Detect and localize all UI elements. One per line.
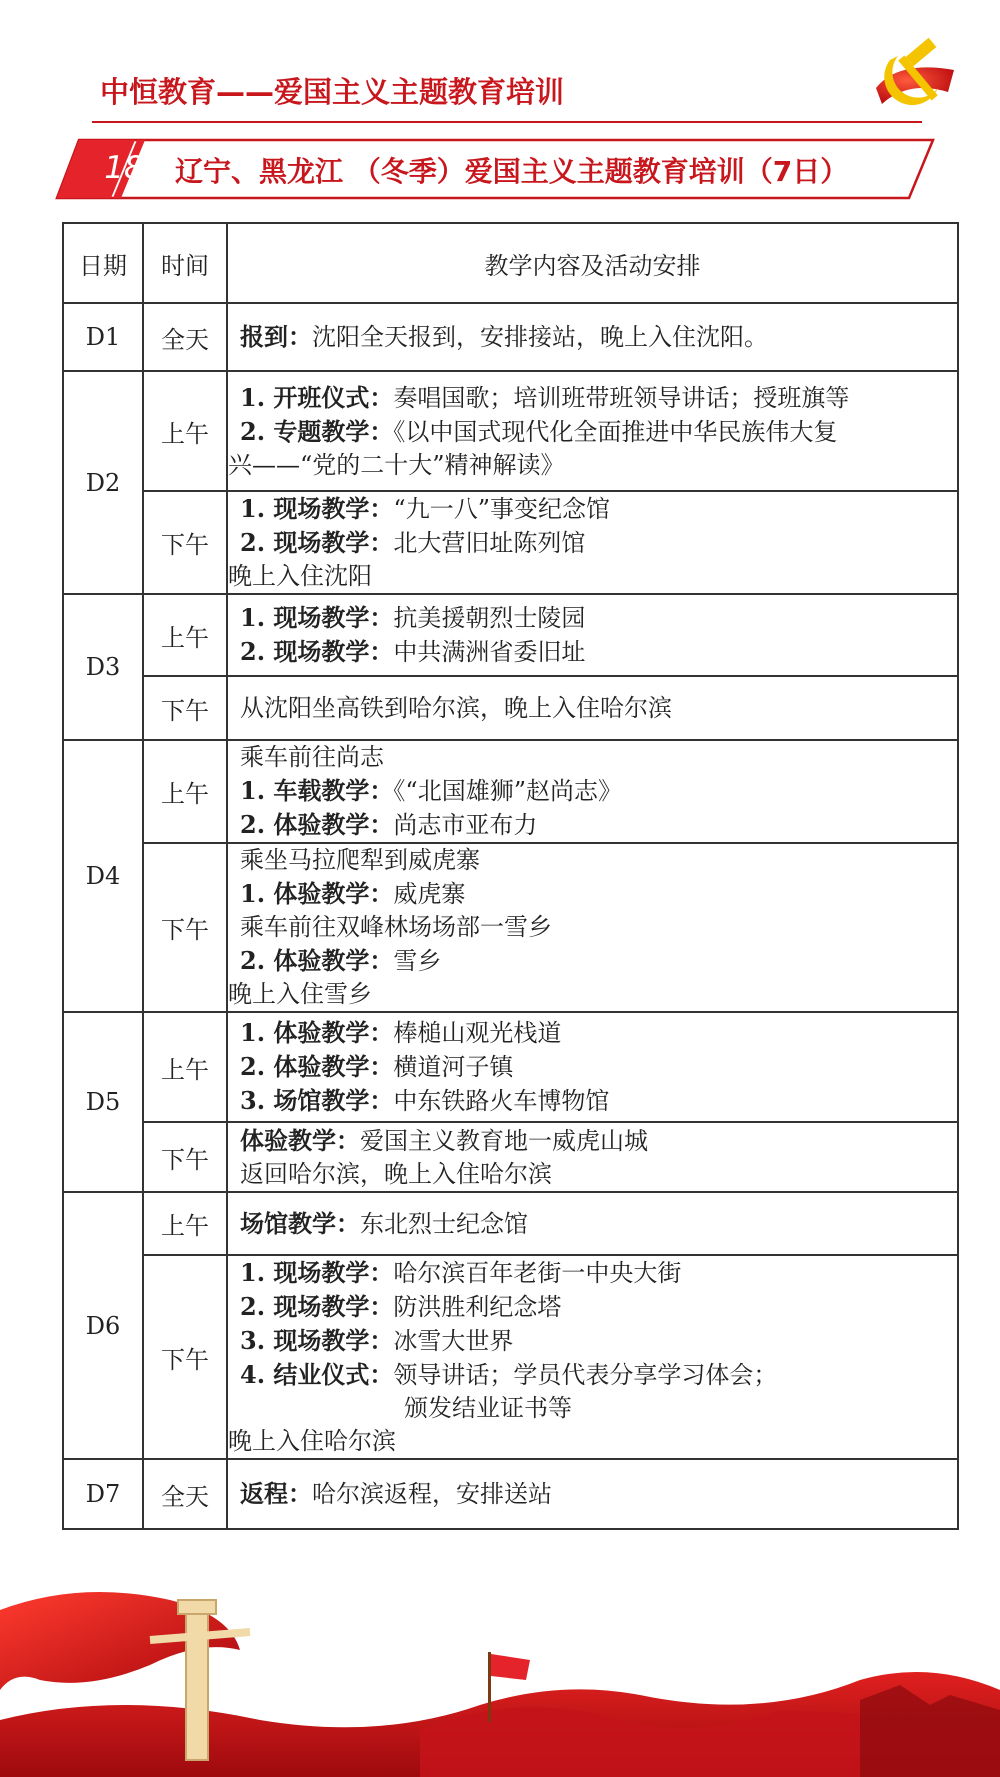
item-text: “九一八”事变纪念馆: [393, 495, 610, 523]
item-text: 东北烈士纪念馆: [360, 1209, 528, 1238]
item-text: 中共满洲省委旧址: [393, 638, 586, 666]
footer-decoration: [0, 1570, 1000, 1777]
table-row: [63, 843, 958, 1012]
content-line: [228, 381, 957, 415]
content-line: [228, 1016, 957, 1050]
day-cell: D2: [63, 371, 143, 594]
table-header-row: [63, 223, 958, 303]
item-text: 雪乡: [393, 947, 442, 975]
content-line: [228, 560, 957, 593]
section-title: 辽宁、黑龙江 （冬季）爱国主义主题教育培训（7日）: [175, 155, 849, 188]
item-label: 1. 现场教学：: [240, 494, 394, 523]
item-label: 3. 场馆教学：: [240, 1086, 394, 1115]
day-cell: D4: [63, 740, 143, 1012]
item-text: 棒槌山观光栈道: [393, 1019, 562, 1047]
item-text: 领导讲话；学员代表分享学习体会；: [393, 1361, 778, 1389]
item-label: 2. 体验教学：: [240, 810, 394, 839]
day-cell: D5: [63, 1012, 143, 1192]
time-cell: 上午: [143, 594, 227, 676]
item-text: 晚上入住哈尔滨: [228, 1427, 396, 1455]
time-cell: 下午: [143, 491, 227, 594]
item-text: 尚志市亚布力: [393, 811, 538, 839]
item-label: 1. 体验教学：: [240, 1018, 394, 1047]
content-line: [228, 526, 957, 560]
header-time: 时间: [143, 223, 227, 303]
schedule-table: [62, 222, 959, 1530]
time-cell: 上午: [143, 371, 227, 491]
content-line: [228, 1425, 957, 1458]
time-cell: 下午: [143, 1122, 227, 1192]
item-label: 场馆教学：: [240, 1208, 360, 1238]
item-label: 4. 结业仪式：: [240, 1360, 394, 1389]
item-label: 1. 车载教学：: [240, 776, 394, 805]
item-label: 2. 体验教学：: [240, 1052, 394, 1081]
header-divider: [92, 121, 922, 123]
content-line: [228, 635, 957, 669]
item-text: 颁发结业证书等: [404, 1394, 572, 1422]
content-line: [228, 1207, 957, 1241]
content-line: [228, 774, 957, 808]
section-banner: [55, 138, 935, 200]
content-line: [228, 692, 957, 725]
time-cell: 下午: [143, 676, 227, 740]
day-cell: D3: [63, 594, 143, 740]
time-cell: 全天: [143, 1459, 227, 1529]
item-text: 返回哈尔滨，晚上入住哈尔滨: [240, 1159, 552, 1188]
content-cell: [227, 1192, 958, 1255]
table-row: [63, 303, 958, 371]
table-row: [63, 1012, 958, 1122]
content-line: [228, 1158, 957, 1191]
content-line: [228, 320, 957, 354]
item-label: 1. 现场教学：: [240, 603, 394, 632]
item-text: 《“北国雄狮”赵尚志》: [393, 777, 622, 805]
time-cell: 全天: [143, 303, 227, 371]
time-cell: 下午: [143, 1255, 227, 1459]
item-label: 报到：: [240, 322, 312, 351]
day-cell: D1: [63, 303, 143, 371]
item-text: 奏唱国歌；培训班带班领导讲话；授班旗等: [393, 383, 850, 412]
content-cell: [227, 371, 958, 491]
item-text: 哈尔滨百年老街一中央大街: [393, 1259, 682, 1287]
content-line: [228, 877, 957, 911]
table-row: [63, 1122, 958, 1192]
content-line: [228, 449, 957, 482]
content-line: [228, 601, 957, 635]
item-text: 抗美援朝烈士陵园: [393, 604, 586, 632]
item-text: 威虎寨: [393, 880, 466, 908]
item-label: 体验教学：: [240, 1125, 360, 1155]
item-label: 1. 开班仪式：: [240, 382, 394, 412]
table-row: [63, 1459, 958, 1529]
item-text: 横道河子镇: [393, 1053, 514, 1081]
item-text: 中东铁路火车博物馆: [393, 1087, 610, 1115]
item-text: 乘坐马拉爬犁到威虎寨: [240, 846, 480, 874]
content-line: [228, 1084, 957, 1118]
content-line: [228, 1358, 957, 1392]
content-line: [228, 978, 957, 1011]
time-cell: 上午: [143, 1012, 227, 1122]
item-label: 1. 体验教学：: [240, 879, 394, 908]
content-line: [228, 1477, 957, 1511]
content-line: [228, 911, 957, 944]
content-line: [228, 741, 957, 774]
item-label: 2. 专题教学：: [240, 416, 394, 446]
item-text: 爱国主义教育地一威虎山城: [360, 1126, 648, 1155]
item-text: 北大营旧址陈列馆: [393, 529, 586, 557]
content-line: [228, 1124, 957, 1158]
content-cell: [227, 303, 958, 371]
time-cell: 上午: [143, 740, 227, 843]
item-text: 哈尔滨返程，安排送站: [312, 1480, 552, 1508]
table-row: [63, 676, 958, 740]
hammer-sickle-icon: [868, 30, 960, 122]
content-line: [228, 1324, 957, 1358]
content-line: [228, 1050, 957, 1084]
content-cell: [227, 491, 958, 594]
item-label: 返程：: [240, 1479, 312, 1508]
item-text: 冰雪大世界: [393, 1327, 514, 1355]
item-text: 乘车前往尚志: [240, 743, 384, 771]
content-cell: [227, 1255, 958, 1459]
item-label: 2. 现场教学：: [240, 637, 394, 666]
item-label: 2. 现场教学：: [240, 1292, 394, 1321]
brand-title: 中恒教育——爱国主义主题教育培训: [100, 75, 565, 109]
content-cell: [227, 1012, 958, 1122]
item-text: 防洪胜利纪念塔: [393, 1293, 562, 1321]
table-row: [63, 491, 958, 594]
item-text: 乘车前往双峰林场场部一雪乡: [240, 913, 552, 941]
content-line: [228, 415, 957, 449]
header-date: 日期: [63, 223, 143, 303]
content-cell: [227, 676, 958, 740]
table-row: [63, 1192, 958, 1255]
item-label: 2. 体验教学：: [240, 946, 394, 975]
item-text: 晚上入住沈阳: [228, 562, 372, 590]
content-line: [228, 1392, 957, 1425]
content-line: [228, 492, 957, 526]
header-content: 教学内容及活动安排: [227, 223, 958, 303]
time-cell: 上午: [143, 1192, 227, 1255]
content-cell: [227, 740, 958, 843]
item-text: 《以中国式现代化全面推进中华民族伟大复: [393, 417, 838, 446]
item-text: 从沈阳坐高铁到哈尔滨，晚上入住哈尔滨: [240, 693, 672, 722]
table-row: [63, 594, 958, 676]
content-line: [228, 1290, 957, 1324]
table-row: [63, 740, 958, 843]
content-line: [228, 1256, 957, 1290]
day-cell: D7: [63, 1459, 143, 1529]
item-text: 兴——“党的二十大”精神解读》: [228, 450, 565, 479]
table-row: [63, 1255, 958, 1459]
content-cell: [227, 1122, 958, 1192]
time-cell: 下午: [143, 843, 227, 1012]
item-label: 3. 现场教学：: [240, 1326, 394, 1355]
item-label: 1. 现场教学：: [240, 1258, 394, 1287]
item-text: 晚上入住雪乡: [228, 980, 372, 1008]
item-label: 2. 现场教学：: [240, 528, 394, 557]
item-text: 沈阳全天报到，安排接站，晚上入住沈阳。: [312, 323, 768, 351]
content-line: [228, 944, 957, 978]
content-cell: [227, 1459, 958, 1529]
table-row: [63, 371, 958, 491]
content-cell: [227, 594, 958, 676]
section-number: 18: [104, 150, 144, 186]
content-line: [228, 844, 957, 877]
day-cell: D6: [63, 1192, 143, 1459]
content-cell: [227, 843, 958, 1012]
content-line: [228, 808, 957, 842]
